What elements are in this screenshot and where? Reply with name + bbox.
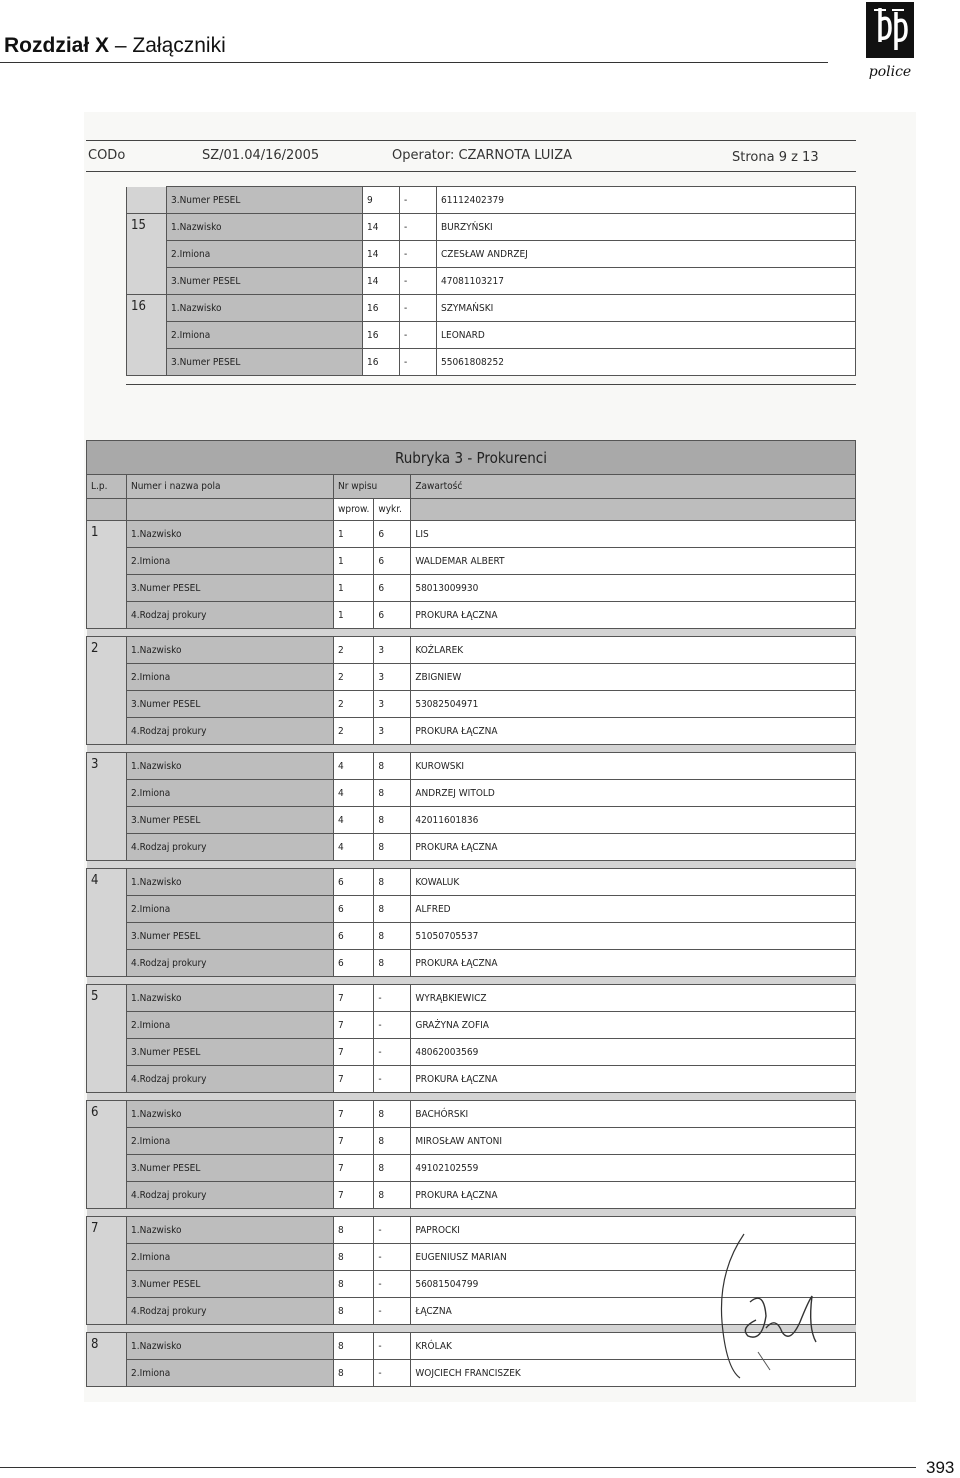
row-entry-number: 7	[334, 1012, 374, 1039]
chapter-title: Załączniki	[132, 34, 226, 57]
row-deletion-number: 6	[374, 575, 411, 602]
row-deletion-number: -	[400, 241, 437, 268]
row-deletion-number: -	[374, 1333, 411, 1360]
row-deletion-number: -	[374, 1012, 411, 1039]
row-entry-number: 7	[334, 1066, 374, 1093]
row-value: KUROWSKI	[411, 753, 856, 780]
row-deletion-number: 8	[374, 1155, 411, 1182]
row-value: 58013009930	[411, 575, 856, 602]
row-field-name: 2.Imiona	[127, 1128, 334, 1155]
row-deletion-number: 6	[374, 548, 411, 575]
row-deletion-number: -	[400, 322, 437, 349]
row-deletion-number: -	[400, 295, 437, 322]
row-field-name: 4.Rodzaj prokury	[127, 950, 334, 977]
row-value: PROKURA ŁĄCZNA	[411, 718, 856, 745]
row-entry-number: 6	[334, 869, 374, 896]
header-lp-blank	[87, 499, 127, 521]
chapter-separator: –	[114, 34, 127, 57]
row-field-name: 2.Imiona	[127, 1244, 334, 1271]
continuation-table	[126, 186, 856, 376]
table-row	[127, 241, 856, 268]
row-value: PROKURA ŁĄCZNA	[411, 834, 856, 861]
group-spacer	[87, 977, 856, 985]
row-deletion-number: 8	[374, 1128, 411, 1155]
police-logo-text: police	[868, 64, 912, 80]
row-field-name: 3.Numer PESEL	[127, 1155, 334, 1182]
row-entry-number: 7	[334, 1039, 374, 1066]
row-entry-number: 2	[334, 637, 374, 664]
row-entry-number: 8	[334, 1244, 374, 1271]
table-row	[87, 869, 856, 896]
row-entry-number: 6	[334, 923, 374, 950]
row-field-name: 4.Rodzaj prokury	[127, 718, 334, 745]
row-field-name: 2.Imiona	[127, 664, 334, 691]
row-deletion-number: -	[374, 1271, 411, 1298]
row-deletion-number: 8	[374, 834, 411, 861]
row-value: 42011601836	[411, 807, 856, 834]
row-field-name: 2.Imiona	[127, 1360, 334, 1387]
row-deletion-number: 8	[374, 923, 411, 950]
row-entry-number: 8	[334, 1360, 374, 1387]
row-value: 49102102559	[411, 1155, 856, 1182]
table-row	[127, 187, 856, 214]
row-field-name: 3.Numer PESEL	[167, 349, 363, 376]
row-field-name: 3.Numer PESEL	[167, 268, 363, 295]
row-field-name: 3.Numer PESEL	[127, 923, 334, 950]
row-value: BACHÓRSKI	[411, 1101, 856, 1128]
row-deletion-number: -	[374, 1066, 411, 1093]
row-entry-number: 9	[363, 187, 400, 214]
table-row	[87, 923, 856, 950]
row-value: WOJCIECH FRANCISZEK	[411, 1360, 856, 1387]
row-value: PROKURA ŁĄCZNA	[411, 1182, 856, 1209]
row-value: GRAŻYNA ZOFIA	[411, 1012, 856, 1039]
table-row	[87, 602, 856, 629]
row-lp	[127, 241, 167, 268]
row-field-name: 2.Imiona	[127, 896, 334, 923]
row-entry-number: 8	[334, 1298, 374, 1325]
table-row	[87, 780, 856, 807]
table-row	[87, 834, 856, 861]
row-deletion-number: -	[400, 349, 437, 376]
strip-system: CODo	[88, 148, 126, 163]
row-value: ALFRED	[411, 896, 856, 923]
row-value: SZYMAŃSKI	[437, 295, 856, 322]
row-entry-number: 2	[334, 718, 374, 745]
table-row	[87, 950, 856, 977]
group-spacer	[87, 861, 856, 869]
row-value: LIS	[411, 521, 856, 548]
row-value: 51050705537	[411, 923, 856, 950]
row-value: KOŹLAREK	[411, 637, 856, 664]
table-row	[87, 664, 856, 691]
row-value: 61112402379	[437, 187, 856, 214]
row-entry-number: 2	[334, 691, 374, 718]
section-title: Rubryka 3 - Prokurenci	[395, 448, 547, 467]
row-field-name: 3.Numer PESEL	[127, 1039, 334, 1066]
row-deletion-number: -	[374, 1039, 411, 1066]
row-entry-number: 7	[334, 1155, 374, 1182]
strip-top-rule	[86, 140, 856, 141]
row-field-name: 1.Nazwisko	[167, 214, 363, 241]
row-entry-number: 6	[334, 896, 374, 923]
row-deletion-number: 3	[374, 691, 411, 718]
row-deletion-number: 8	[374, 869, 411, 896]
row-field-name: 1.Nazwisko	[127, 521, 334, 548]
row-entry-number: 8	[334, 1271, 374, 1298]
row-value: 56081504799	[411, 1271, 856, 1298]
strip-page: Strona 9 z 13	[732, 150, 819, 165]
row-value: BURZYŃSKI	[437, 214, 856, 241]
row-field-name: 2.Imiona	[127, 780, 334, 807]
group-lp: 7	[87, 1217, 127, 1325]
header-content: Zawartość	[411, 475, 856, 499]
row-entry-number: 14	[363, 241, 400, 268]
row-value: 47081103217	[437, 268, 856, 295]
row-value: KRÓLAK	[411, 1333, 856, 1360]
table-row	[87, 1128, 856, 1155]
row-value: PROKURA ŁĄCZNA	[411, 602, 856, 629]
row-entry-number: 8	[334, 1217, 374, 1244]
row-field-name: 3.Numer PESEL	[127, 691, 334, 718]
row-field-name: 1.Nazwisko	[127, 985, 334, 1012]
header-lp: L.p.	[87, 475, 127, 499]
row-deletion-number: 3	[374, 664, 411, 691]
row-deletion-number: -	[400, 268, 437, 295]
table-row	[87, 896, 856, 923]
row-entry-number: 4	[334, 753, 374, 780]
table-row	[87, 691, 856, 718]
group-spacer	[87, 629, 856, 637]
row-entry-number: 16	[363, 295, 400, 322]
table-row	[87, 637, 856, 664]
row-entry-number: 14	[363, 268, 400, 295]
row-field-name: 4.Rodzaj prokury	[127, 602, 334, 629]
row-field-name: 3.Numer PESEL	[167, 187, 363, 214]
row-entry-number: 14	[363, 214, 400, 241]
row-field-name: 2.Imiona	[167, 241, 363, 268]
row-field-name: 3.Numer PESEL	[127, 807, 334, 834]
row-deletion-number: -	[374, 985, 411, 1012]
row-deletion-number: 8	[374, 1101, 411, 1128]
handwritten-signature	[704, 1232, 824, 1382]
header-rule	[0, 62, 828, 63]
header-field: Numer i nazwa pola	[127, 475, 334, 499]
group-lp: 3	[87, 753, 127, 861]
row-deletion-number: 8	[374, 950, 411, 977]
row-deletion-number: -	[374, 1298, 411, 1325]
row-value: CZESŁAW ANDRZEJ	[437, 241, 856, 268]
row-deletion-number: 6	[374, 602, 411, 629]
row-field-name: 4.Rodzaj prokury	[127, 1066, 334, 1093]
group-spacer-cell	[87, 745, 856, 753]
row-value: 48062003569	[411, 1039, 856, 1066]
row-value: PROKURA ŁĄCZNA	[411, 950, 856, 977]
row-deletion-number: 8	[374, 807, 411, 834]
section-title-cell	[87, 441, 856, 475]
row-lp	[127, 268, 167, 295]
row-entry-number: 6	[334, 950, 374, 977]
row-deletion-number: -	[400, 214, 437, 241]
table-row	[87, 985, 856, 1012]
row-value: 55061808252	[437, 349, 856, 376]
row-deletion-number: 8	[374, 1182, 411, 1209]
group-lp: 4	[87, 869, 127, 977]
row-entry-number: 4	[334, 780, 374, 807]
table-row	[127, 295, 856, 322]
row-lp: 15	[127, 214, 167, 241]
row-deletion-number: 6	[374, 521, 411, 548]
footer-rule	[0, 1467, 916, 1468]
row-entry-number: 7	[334, 985, 374, 1012]
row-value: LEONARD	[437, 322, 856, 349]
table-row	[87, 807, 856, 834]
table-row	[127, 268, 856, 295]
row-lp	[127, 349, 167, 376]
row-value: ZBIGNIEW	[411, 664, 856, 691]
row-field-name: 1.Nazwisko	[167, 295, 363, 322]
police-emblem-icon	[866, 2, 914, 58]
table-row	[127, 322, 856, 349]
row-entry-number: 1	[334, 548, 374, 575]
row-deletion-number: -	[374, 1244, 411, 1271]
strip-operator: Operator: CZARNOTA LUIZA	[392, 148, 573, 163]
group-spacer-cell	[87, 1093, 856, 1101]
table-row	[87, 575, 856, 602]
table-row	[87, 548, 856, 575]
row-field-name: 2.Imiona	[127, 1012, 334, 1039]
chapter-label: Rozdział X	[4, 34, 110, 57]
row-lp	[127, 187, 167, 214]
header-entered: wprow.	[334, 499, 374, 521]
group-lp: 2	[87, 637, 127, 745]
row-field-name: 2.Imiona	[127, 548, 334, 575]
table-row	[127, 214, 856, 241]
table-row	[87, 1182, 856, 1209]
table-row	[87, 718, 856, 745]
row-entry-number: 4	[334, 834, 374, 861]
row-value: ŁĄCZNA	[411, 1298, 856, 1325]
group-spacer-cell	[87, 629, 856, 637]
row-entry-number: 4	[334, 807, 374, 834]
table-row	[87, 1012, 856, 1039]
page-number: 393	[926, 1458, 955, 1477]
strip-bottom-rule	[86, 171, 856, 172]
row-field-name: 3.Numer PESEL	[127, 1271, 334, 1298]
row-entry-number: 16	[363, 349, 400, 376]
row-field-name: 4.Rodzaj prokury	[127, 1298, 334, 1325]
header-field-blank	[127, 499, 334, 521]
group-spacer	[87, 745, 856, 753]
row-value: WYRĄBKIEWICZ	[411, 985, 856, 1012]
group-lp: 1	[87, 521, 127, 629]
table-row	[87, 521, 856, 548]
row-value: ANDRZEJ WITOLD	[411, 780, 856, 807]
row-field-name: 1.Nazwisko	[127, 753, 334, 780]
row-entry-number: 2	[334, 664, 374, 691]
row-entry-number: 1	[334, 521, 374, 548]
chapter-heading	[4, 34, 226, 58]
row-deletion-number: 8	[374, 753, 411, 780]
table-row	[87, 1155, 856, 1182]
row-deletion-number: 8	[374, 780, 411, 807]
row-field-name: 3.Numer PESEL	[127, 575, 334, 602]
row-entry-number: 7	[334, 1128, 374, 1155]
row-value: KOWALUK	[411, 869, 856, 896]
row-deletion-number: -	[374, 1360, 411, 1387]
row-field-name: 2.Imiona	[167, 322, 363, 349]
group-spacer-cell	[87, 1209, 856, 1217]
row-field-name: 1.Nazwisko	[127, 1217, 334, 1244]
header-content-blank	[411, 499, 856, 521]
header-entry-number: Nr wpisu	[334, 475, 411, 499]
row-deletion-number: -	[374, 1217, 411, 1244]
row-deletion-number: 3	[374, 637, 411, 664]
row-field-name: 1.Nazwisko	[127, 869, 334, 896]
group-spacer	[87, 1093, 856, 1101]
row-entry-number: 7	[334, 1182, 374, 1209]
row-entry-number: 7	[334, 1101, 374, 1128]
row-deletion-number: 8	[374, 896, 411, 923]
row-value: PAPROCKI	[411, 1217, 856, 1244]
row-lp	[127, 322, 167, 349]
row-entry-number: 16	[363, 322, 400, 349]
row-deletion-number: 3	[374, 718, 411, 745]
table-row	[87, 1101, 856, 1128]
row-entry-number: 8	[334, 1333, 374, 1360]
header-deleted: wykr.	[374, 499, 411, 521]
row-deletion-number: -	[400, 187, 437, 214]
group-lp: 5	[87, 985, 127, 1093]
table-row	[87, 1066, 856, 1093]
row-field-name: 1.Nazwisko	[127, 637, 334, 664]
group-spacer-cell	[87, 861, 856, 869]
row-entry-number: 1	[334, 575, 374, 602]
row-field-name: 4.Rodzaj prokury	[127, 834, 334, 861]
police-logo	[862, 2, 918, 80]
row-lp: 16	[127, 295, 167, 322]
row-field-name: 4.Rodzaj prokury	[127, 1182, 334, 1209]
group-spacer-cell	[87, 977, 856, 985]
row-entry-number: 1	[334, 602, 374, 629]
continuation-end-rule	[126, 384, 856, 385]
group-spacer	[87, 1209, 856, 1217]
row-value: WALDEMAR ALBERT	[411, 548, 856, 575]
strip-reference: SZ/01.04/16/2005	[202, 148, 320, 163]
row-field-name: 1.Nazwisko	[127, 1101, 334, 1128]
group-lp: 6	[87, 1101, 127, 1209]
row-field-name: 1.Nazwisko	[127, 1333, 334, 1360]
row-value: 53082504971	[411, 691, 856, 718]
row-value: EUGENIUSZ MARIAN	[411, 1244, 856, 1271]
row-value: MIROSŁAW ANTONI	[411, 1128, 856, 1155]
row-value: PROKURA ŁĄCZNA	[411, 1066, 856, 1093]
table-row	[87, 753, 856, 780]
group-lp: 8	[87, 1333, 127, 1387]
table-row	[87, 1039, 856, 1066]
table-row	[127, 349, 856, 376]
